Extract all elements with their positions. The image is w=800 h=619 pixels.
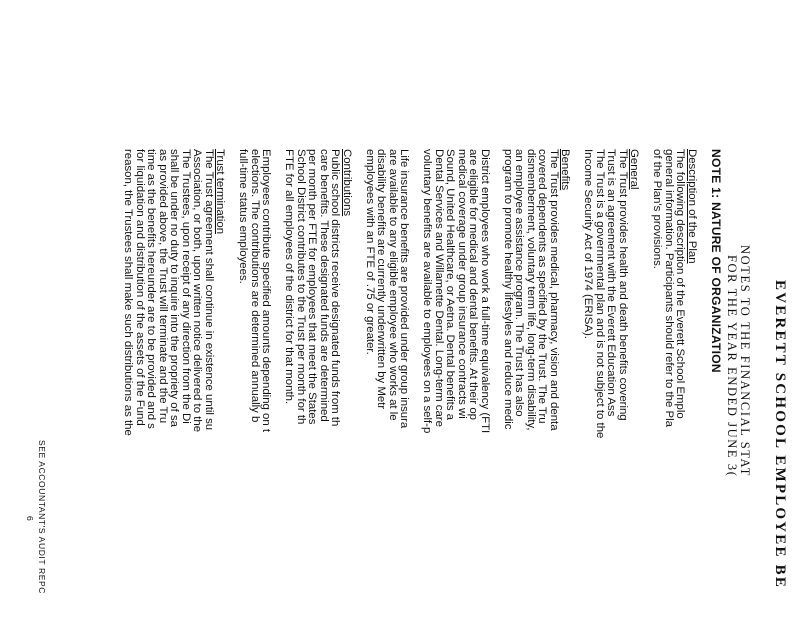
paragraph-line: care benefits. These designated funds are determined	[318, 149, 330, 422]
paragraph-line: employees with an FTE of .75 or greater.	[364, 149, 376, 355]
footer-note: SEE ACCOUNTANT'S AUDIT REPC	[37, 440, 47, 595]
paragraph-gap	[352, 149, 364, 619]
paragraph-line: Trust is an agreement with the Everett Education Ass	[605, 149, 618, 417]
section	[421, 149, 490, 619]
paragraph-line: voluntary benefits are available to employees on a self-p	[421, 149, 434, 434]
document-title: EVERETT SCHOOL EMPLOYEE BE	[772, 280, 788, 590]
paragraph-line: Employees contribute specified amounts depending on t	[260, 149, 273, 433]
paragraph-line: Sound, United Healthcare, or Aetna. Dental benefits a	[444, 149, 457, 421]
section-heading: Contributions	[341, 149, 353, 217]
paragraph-line: FTE for all employees of the district for that month.	[283, 149, 296, 405]
paragraph-line: Association, or both, upon written notice delivered to the	[191, 149, 204, 433]
paragraph-line: The Trustees, upon receipt of any direction from the Di	[180, 149, 192, 424]
paragraph-line: general information. Participants should refer to the Pla	[663, 149, 675, 427]
note-heading: NOTE 1: NATURE OF ORGANIZATION	[709, 149, 723, 373]
paragraph-line: The Trust agreement shall continue in existence until su	[203, 149, 215, 431]
paragraph-line: The Trust provides health and death benefits covering	[617, 149, 629, 421]
paragraph-line: are eligible for medical and dental benefits. At their op	[467, 149, 480, 421]
document-subtitle: NOTES TO THE FINANCIAL STAT	[738, 245, 752, 478]
paragraph-line: of the Plan's provisions.	[651, 149, 664, 269]
paragraph-line: Income Security Act of 1974 (ERISA).	[582, 149, 595, 339]
section-heading: Benefits	[559, 149, 572, 191]
section	[122, 149, 226, 619]
paragraph-line: full-time status employees.	[237, 149, 250, 284]
section-heading: Trust termination	[214, 149, 227, 235]
paragraph-line: reason, the Trustees shall make such distributions as the	[122, 149, 135, 436]
paragraph-gap	[571, 149, 583, 619]
paragraph-line: Public school districts receive designated funds from th	[329, 149, 342, 427]
section-heading: General	[628, 149, 641, 190]
section	[237, 149, 272, 619]
section	[283, 149, 352, 619]
paragraph-line: elections. The contributions are determined annually b	[249, 149, 261, 423]
paragraph-gap	[272, 149, 284, 619]
paragraph-line: time as the benefits hereunder are to be provided and s	[145, 149, 158, 429]
note-sections	[122, 149, 697, 619]
paragraph-gap	[226, 149, 238, 619]
paragraph-line: an employee assistance program. The Trust has also	[513, 149, 526, 417]
paragraph-line: The Trust provides medical, pharmacy, vision and denta	[548, 149, 560, 431]
paragraph-gap	[490, 149, 502, 619]
paragraph-line: District employees who work a full-time equivalency (FTI	[479, 149, 491, 434]
section	[651, 149, 697, 619]
page-number: 6	[25, 516, 35, 521]
section	[582, 149, 640, 619]
paragraph-gap	[410, 149, 422, 619]
paragraph-line: covered dependents as specified by the Trust. The Tru	[536, 149, 549, 424]
paragraph-line: shall be under no duty to inquire into the propriety of sa	[168, 149, 181, 427]
paragraph-line: as provided above, the Trust will terminate and the Tru	[157, 149, 169, 424]
section-heading: Description of the Plan	[686, 149, 698, 264]
paragraph-line: per month per FTE for employees that meet the States	[306, 149, 319, 425]
paragraph-line: program to promote healthy lifestyles and reduce medic	[502, 149, 514, 430]
paragraph-line: are available to any eligible employee who works at le	[387, 149, 399, 421]
section	[502, 149, 571, 619]
paragraph-line: Life insurance benefits are provided under group insura	[398, 149, 411, 429]
paragraph-line: The following description of the Everett School Emplo	[674, 149, 687, 419]
paragraph-line: disability benefits are currently underwritten by Metr	[375, 149, 388, 410]
paragraph-line: Dental Services and Willamette Dental. Long-term care	[433, 149, 445, 427]
paragraph-line: The Trust is a governmental plan and is not subject to the	[594, 149, 606, 439]
paragraph-line: School District contributes to the Trust per month for th	[295, 149, 307, 425]
document-body	[122, 149, 721, 619]
document-period: FOR THE YEAR ENDED JUNE 3(	[725, 255, 739, 478]
paragraph-gap	[640, 149, 652, 619]
paragraph-line: for liquidation and distribution of the assets of the Fund	[134, 149, 146, 426]
section	[364, 149, 410, 619]
paragraph-line: medical coverage under group insurance contracts wi	[456, 149, 468, 419]
paragraph-line: dismemberment, voluntary term life, long-term disability,	[525, 149, 537, 431]
